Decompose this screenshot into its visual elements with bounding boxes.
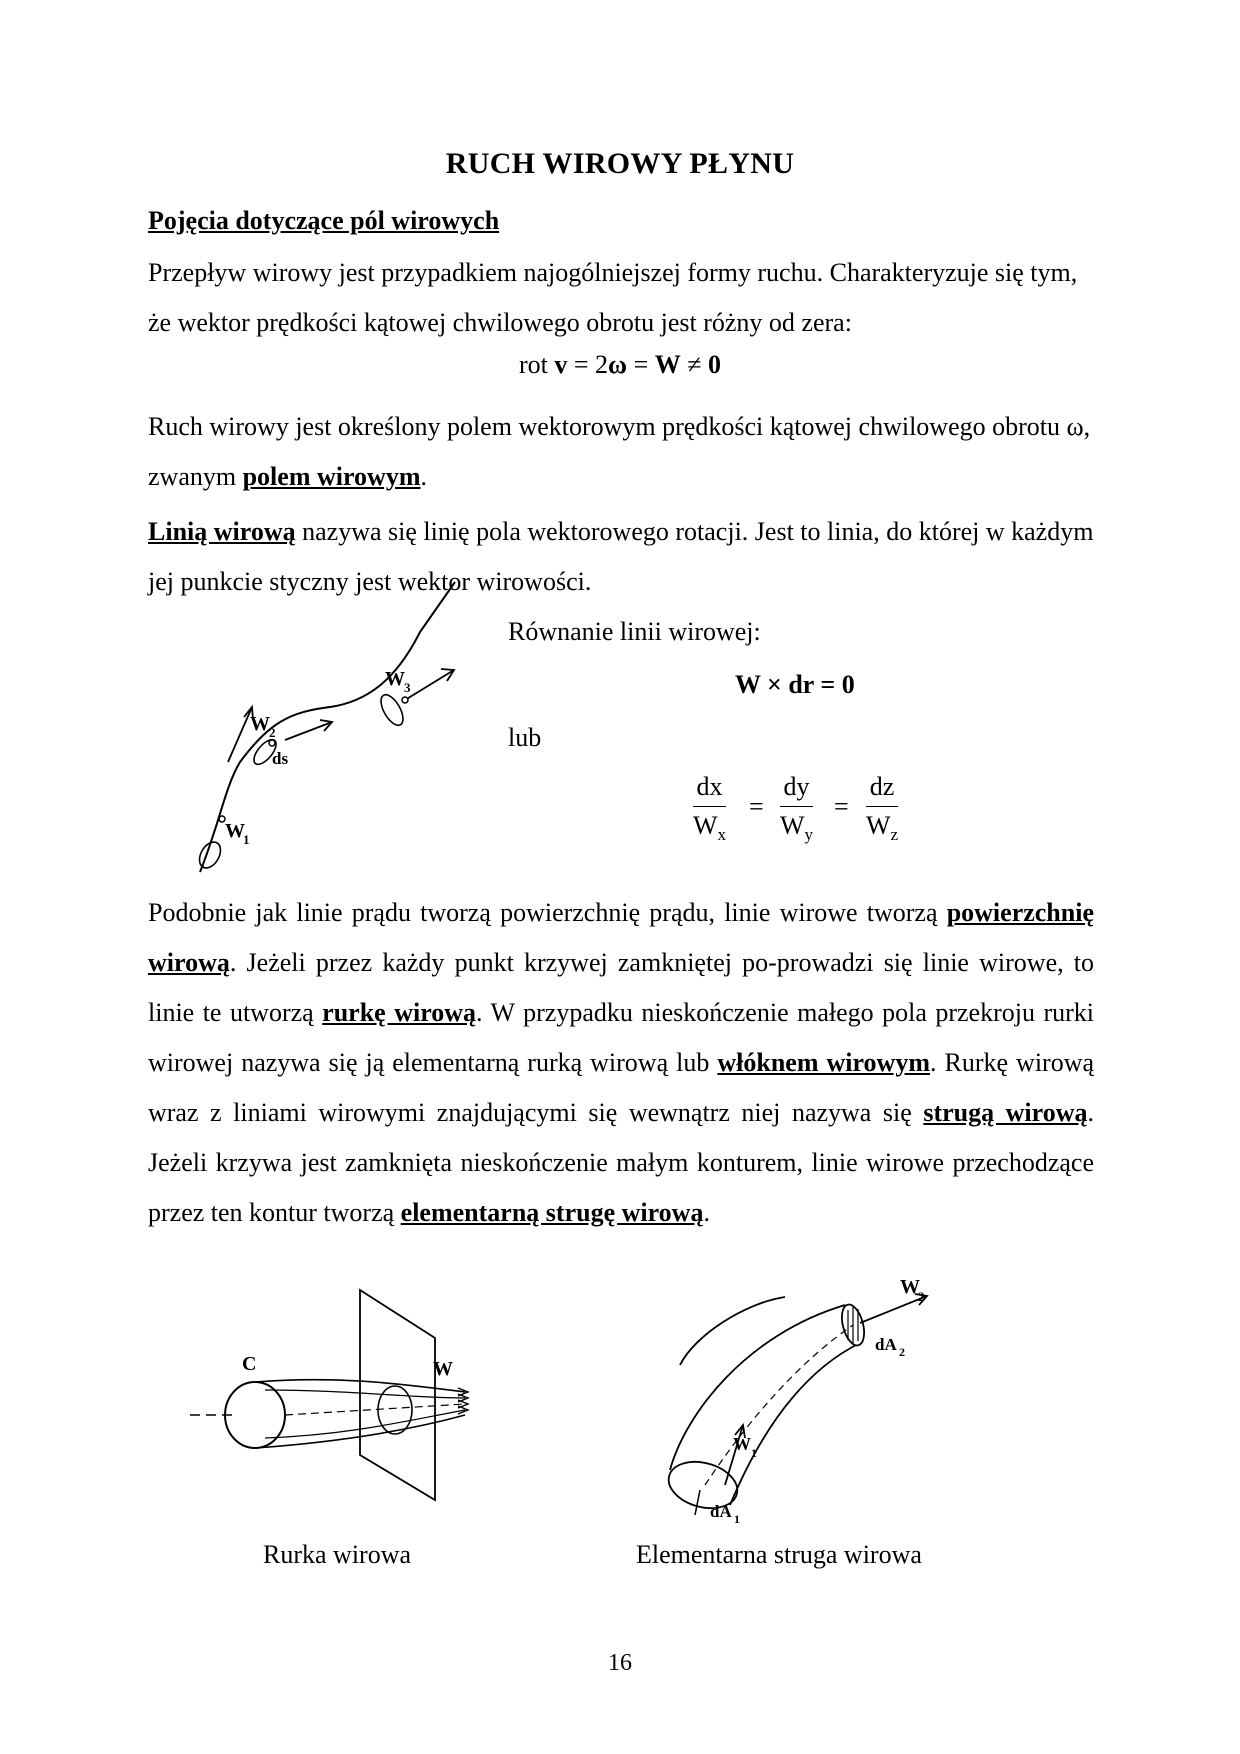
- equation-cross-product: W × dr = 0: [735, 670, 855, 699]
- equals-1: =: [749, 792, 764, 821]
- paragraph-2-text: Ruch wirowy jest określony polem wektorowym prędkości kątowej chwilowego obrotu ω, zwanym: [148, 412, 1091, 491]
- term-linia-wirowa: Linią wirową: [148, 517, 296, 546]
- label-lub: lub: [508, 723, 542, 752]
- eq-rot: rot: [518, 350, 555, 379]
- eq-two: = 2: [567, 350, 609, 379]
- paragraph-1: [148, 248, 1094, 348]
- paragraph-4-text-2: . Jeżeli przez każdy punkt krzywej zamkniętej po-prowadzi się linie wirowe, to linie te utworzą: [148, 948, 1094, 1027]
- w2-arrow: [860, 1296, 927, 1323]
- paragraph-4-text-6: .: [703, 1198, 710, 1227]
- paragraph-4-text-3: . W przypadku nieskończenie małego pola przekroju rurki wirowej nazywa się ją elementarną rurką wirową lub: [148, 998, 1094, 1077]
- fraction-dx: [693, 772, 726, 845]
- label-w: W: [433, 1358, 453, 1380]
- w3-swirl: [377, 691, 408, 728]
- fraction-dx-num: dx: [696, 772, 723, 801]
- term-rurka-wirowa: rurkę wirową: [322, 998, 477, 1027]
- paragraph-4-text-5: . Jeżeli krzywa jest zamknięta nieskończenie małym konturem, linie wirowe przechodzące przez ten kontur tworzą: [148, 1098, 1094, 1227]
- label-w1-sub: 1: [751, 1446, 757, 1460]
- fraction-dy-num: dy: [783, 772, 810, 801]
- caption-rurka-wirowa: Rurka wirowa: [263, 1540, 412, 1569]
- fraction-dy: [780, 772, 813, 845]
- page-number: 16: [608, 1650, 632, 1676]
- label-w1: W: [733, 1434, 751, 1454]
- fraction-dy-sub: y: [804, 825, 814, 845]
- eq-neq: ≠: [680, 350, 709, 379]
- w1-swirl: [195, 838, 225, 871]
- label-w2-sub: 2: [269, 725, 276, 740]
- term-pole-wirowe: polem wirowym: [242, 462, 421, 491]
- paragraph-3: [148, 507, 1094, 607]
- paragraph-2: [148, 402, 1094, 502]
- label-w3-sub: 3: [404, 680, 411, 695]
- label-w2: W: [900, 1276, 920, 1298]
- eq-equals: =: [627, 350, 655, 379]
- w1-arrow: [228, 707, 252, 762]
- eq-v: v: [554, 350, 568, 379]
- label-c: C: [242, 1353, 257, 1375]
- label-da1-sub: 1: [734, 1512, 740, 1526]
- term-elementarna-struga: elementarną strugę wirową: [400, 1198, 704, 1227]
- eq-W: W: [654, 350, 681, 379]
- fraction-dx-sub: x: [717, 825, 727, 845]
- term-wlokno-wirowe: włóknem wirowym: [717, 1048, 930, 1077]
- equation-rot-v: [0, 350, 1240, 380]
- eq-omega: ω: [608, 350, 628, 379]
- fraction-dz: [866, 772, 898, 845]
- paragraph-2-end: .: [420, 462, 427, 491]
- label-w2-sub: 2: [918, 1289, 925, 1304]
- fraction-dz-num: dz: [869, 772, 895, 801]
- paragraph-3-text: nazywa się linię pola wektorowego rotacji. Jest to linia, do której w każdym jej punkcie styczny jest wektor wirowości.: [148, 517, 1094, 596]
- term-struga-wirowa: strugą wirową: [923, 1098, 1088, 1127]
- fraction-dy-den: W: [780, 811, 805, 840]
- paragraph-4-text-1: Podobnie jak linie prądu tworzą powierzchnię prądu, linie wirowe tworzą: [148, 898, 947, 927]
- section-subtitle: Pojęcia dotyczące pól wirowych: [148, 206, 500, 235]
- label-da2: dA: [875, 1335, 897, 1354]
- fraction-dx-den: W: [693, 811, 718, 840]
- paragraph-4: [148, 888, 1094, 1238]
- label-w1: W: [225, 820, 245, 842]
- stream-outer-upper: [670, 1305, 845, 1470]
- label-w2: W: [250, 713, 270, 735]
- term-powierzchnia-wirowa: powierzchnię wirową: [148, 898, 1094, 977]
- w3-arrow: [405, 670, 454, 700]
- label-da2-sub: 2: [899, 1345, 905, 1359]
- vortex-line-figure: [180, 612, 480, 882]
- label-ds: ds: [272, 749, 289, 768]
- equation-intro: Równanie linii wirowej:: [508, 617, 761, 646]
- fraction-dz-sub: z: [890, 825, 899, 845]
- vortex-tube-figure: [190, 1290, 530, 1500]
- label-w3: W: [385, 668, 405, 690]
- paragraph-4-text-4: . Rurkę wirową wraz z liniami wirowymi znajdującymi się wewnątrz niej nazywa się: [148, 1048, 1095, 1127]
- eq-zero: 0: [708, 350, 722, 379]
- elementary-stream-figure: [665, 1276, 945, 1526]
- equals-2: =: [834, 792, 849, 821]
- label-w1-sub: 1: [243, 832, 250, 847]
- page-title: RUCH WIROWY PŁYNU: [445, 147, 795, 180]
- paragraph-1-text: Przepływ wirowy jest przypadkiem najogólniejszej formy ruchu. Charakteryzuje się tym, że wektor prędkości kątowej chwilowego obrotu jest różny od zera:: [148, 258, 1078, 337]
- caption-elementarna-struga: Elementarna struga wirowa: [636, 1540, 922, 1569]
- label-da1: dA: [710, 1502, 732, 1521]
- fraction-dz-den: W: [866, 811, 891, 840]
